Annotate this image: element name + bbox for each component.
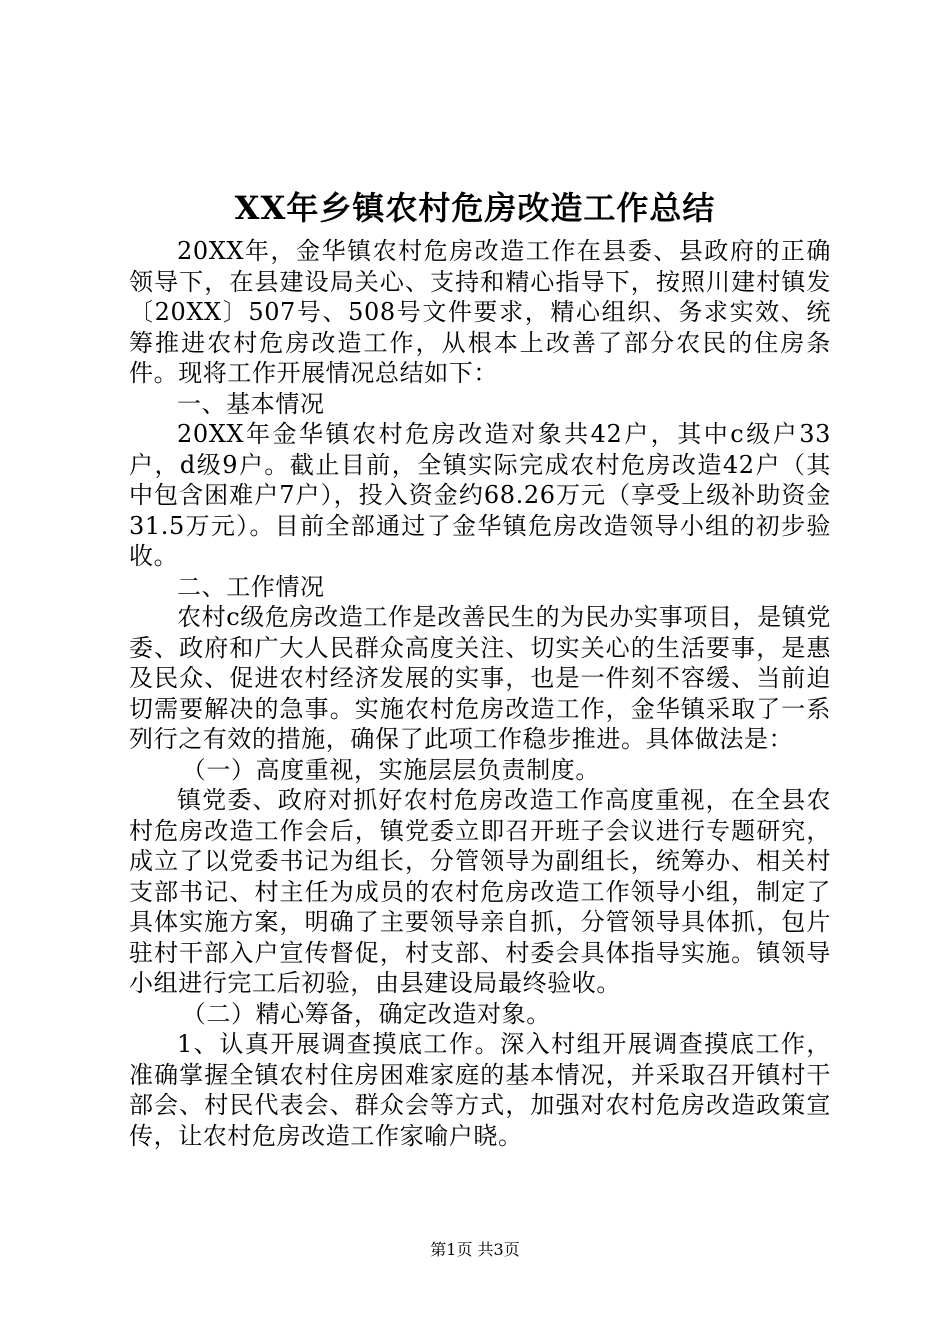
section-heading-basic: 一、基本情况 — [177, 389, 325, 418]
paragraph-sub-1: 镇党委、政府对抓好农村危房改造工作高度重视，在全县农村危房改造工作会后，镇党委立即召开班子会议进行专题研究，成立了以党委书记为组长，分管领导为副组长，统筹办、相关村支部书记、村主任为成员的农村危房改造工作领导小组，制定了具体实施方案，明确了主要领导亲自抓，分管领导具体抓，包片驻村干部入户宣传督促，村支部、村委会具体指导实施。镇领导小组进行完工后初验，由县建设局最终验收。 — [129, 786, 831, 997]
page-footer: 第1页 共3页 — [430, 1240, 520, 1259]
paragraph-intro: 20XX年，金华镇农村危房改造工作在县委、县政府的正确领导下，在县建设局关心、支持和精心指导下，按照川建村镇发〔20XX〕507号、508号文件要求，精心组织、务求实效、统筹推进农村危房改造工作，从根本上改善了部分农民的住房条件。现将工作开展情况总结如下： — [129, 237, 831, 387]
section-heading-work: 二、工作情况 — [177, 572, 325, 601]
subheading-2: （二）精心筹备，确定改造对象。 — [181, 999, 551, 1028]
paragraph-sub-2: 1、认真开展调查摸底工作。深入村组开展调查摸底工作，准确掌握全镇农村住房困难家庭的基本情况，并采取召开镇村干部会、村民代表会、群众会等方式，加强对农村危房改造政策宣传，让农村危房改造工作家喻户晓。 — [129, 1030, 831, 1150]
paragraph-work: 农村c级危房改造工作是改善民生的为民办实事项目，是镇党委、政府和广大人民群众高度关注、切实关心的生活要事，是惠及民众、促进农村经济发展的实事，也是一件刻不容缓、当前迫切需要解决的急事。实施农村危房改造工作，金华镇采取了一系列行之有效的措施，确保了此项工作稳步推进。具体做法是： — [129, 603, 831, 753]
subheading-1: （一）高度重视，实施层层负责制度。 — [181, 755, 600, 784]
paragraph-basic: 20XX年金华镇农村危房改造对象共42户，其中c级户33户，d级9户。截止目前，全镇实际完成农村危房改造42户（其中包含困难户7户），投入资金约68.26万元（享受上级补助资金31.5万元）。目前全部通过了金华镇危房改造领导小组的初步验收。 — [129, 420, 831, 570]
page-title: XX年乡镇农村危房改造工作总结 — [234, 189, 716, 227]
document-body — [129, 236, 831, 1151]
